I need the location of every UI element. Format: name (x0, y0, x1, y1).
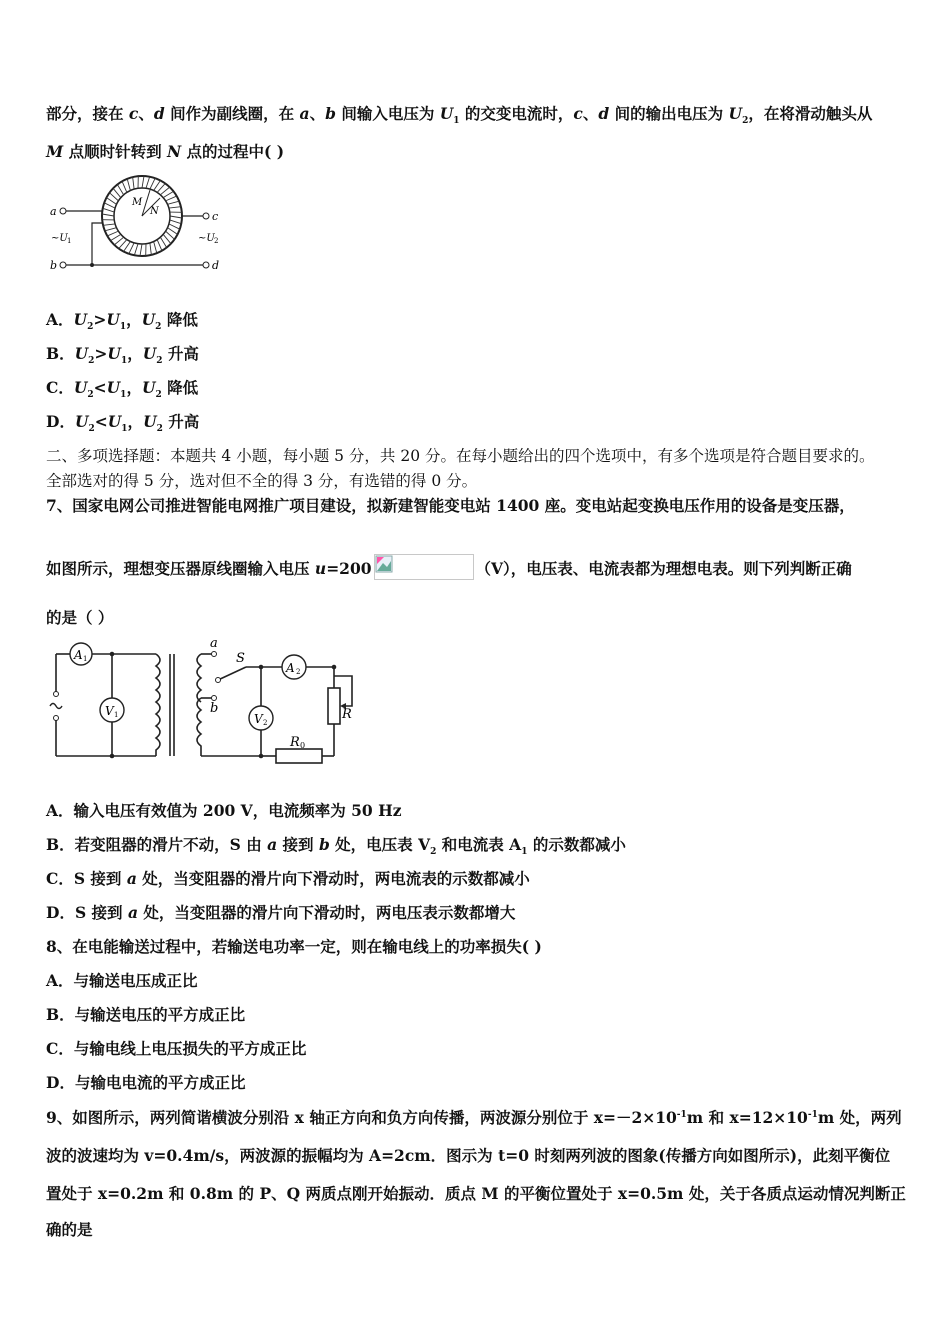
q7-stem-line-2: 如图所示，理想变压器原线圈输入电压 u=200 （V），电压表、电流表都为理想电表。则下列判断正确 (46, 554, 852, 580)
autotransformer-figure (46, 168, 226, 278)
formula-image-placeholder (374, 554, 474, 580)
q7-option-b[interactable]: B．若变阻器的滑片不动，S 由 a 接到 b 处，电压表 $V_2$ 和电流表 $A_1$ 的示数都减小 (46, 835, 626, 858)
terminal-d-label: d (212, 259, 220, 272)
svg-text:2: 2 (214, 237, 219, 245)
svg-text:0: 0 (300, 741, 306, 750)
terminal-b-label: b (210, 701, 219, 716)
q8-option-b[interactable]: B．与输送电压的平方成正比 (46, 1005, 246, 1024)
voltmeter-v1 (100, 698, 124, 722)
q6-option-d[interactable]: D．$U_2<U_1$，$U_2$ 升高 (46, 412, 200, 435)
svg-text:V: V (254, 712, 263, 726)
q9-stem-line-1: 9、如图所示，两列简谐横波分别沿 x 轴正方向和负方向传播，两波源分别位于 $x=-2\times 10^{-1}m$ 和 $x=12\times 10^{-1}m$ 处，两列 (46, 1108, 902, 1127)
svg-text:V: V (105, 704, 114, 718)
q7-option-d[interactable]: D．S 接到 a 处，当变阻器的滑片向下滑动时，两电压表示数都增大 (46, 903, 516, 922)
q7-option-a[interactable]: A．输入电压有效值为 200 V，电流频率为 50 Hz (46, 801, 402, 820)
broken-image-icon (375, 555, 393, 573)
terminal-b-label: b (50, 259, 58, 272)
resistor-r0-label: R (290, 735, 300, 750)
svg-text:A: A (286, 661, 295, 675)
svg-text:2: 2 (296, 668, 301, 676)
q8-option-c[interactable]: C．与输电线上电压损失的平方成正比 (46, 1039, 307, 1058)
q7-option-c[interactable]: C．S 接到 a 处，当变阻器的滑片向下滑动时，两电流表的示数都减小 (46, 869, 530, 888)
svg-text:1: 1 (114, 711, 119, 719)
point-n-label: N (150, 206, 159, 217)
q6-option-a[interactable]: A．$U_2>U_1$，$U_2$ 降低 (46, 310, 198, 333)
q9-stem-line-3: 置处于 x=0.2m 和 0.8m 的 P、Q 两质点刚开始振动．质点 M 的平衡位置处于 x=0.5m 处，关于各质点运动情况判断正 (46, 1184, 906, 1203)
q8-stem: 8、在电能输送过程中，若输送电功率一定，则在输电线上的功率损失( ) (46, 937, 542, 956)
ammeter-a1 (70, 643, 92, 665)
switch-s-label: S (236, 651, 245, 666)
q9-stem-line-2: 波的波速均为 v=0.4m/s，两波源的振幅均为 A=2cm．图示为 t=0 时刻两列波的图象(传播方向如图所示)，此刻平衡位 (46, 1146, 891, 1165)
q8-option-d[interactable]: D．与输电电流的平方成正比 (46, 1073, 246, 1092)
voltmeter-v2 (249, 706, 273, 730)
input-voltage-label: ~U (51, 233, 68, 244)
svg-text:A: A (74, 648, 83, 662)
q7-stem-line-3: 的是（ ） (46, 608, 114, 627)
svg-text:1: 1 (83, 655, 88, 663)
q8-option-a[interactable]: A．与输送电压成正比 (46, 971, 198, 990)
svg-text:2: 2 (263, 719, 268, 727)
q6-option-b[interactable]: B．$U_2>U_1$，$U_2$ 升高 (46, 344, 199, 367)
q6-option-c[interactable]: C．$U_2<U_1$，$U_2$ 降低 (46, 378, 199, 401)
section-2-heading: 二、多项选择题：本题共 4 小题，每小题 5 分，共 20 分。在每小题给出的四个选项中，有多个选项是符合题目要求的。 (46, 447, 875, 465)
q6-stem-line-2: M 点顺时针转到 N 点的过程中( ) (46, 142, 285, 161)
terminal-c-label: c (212, 210, 219, 223)
terminal-a-label: a (210, 636, 218, 651)
q6-stem-line-1: 部分，接在 c、d 间作为副线圈，在 a、b 间输入电压为 $U_1$ 的交变电流时，c、d 间的输出电压为 $U_2$，在将滑动触头从 (46, 104, 873, 127)
point-m-label: M (132, 197, 143, 208)
terminal-a-label: a (50, 205, 57, 218)
ammeter-a2 (282, 655, 306, 679)
rheostat-r-label: R (342, 707, 352, 722)
svg-text:1: 1 (67, 237, 72, 245)
transformer-circuit-figure (46, 636, 366, 766)
output-voltage-label: ~U (198, 233, 215, 244)
q9-stem-line-4: 确的是 (46, 1220, 93, 1239)
section-2-scoring: 全部选对的得 5 分，选对但不全的得 3 分，有选错的得 0 分。 (46, 472, 478, 490)
q7-stem-line-1: 7、国家电网公司推进智能电网推广项目建设，拟新建智能变电站 1400 座。变电站起变换电压作用的设备是变压器， (46, 496, 855, 515)
